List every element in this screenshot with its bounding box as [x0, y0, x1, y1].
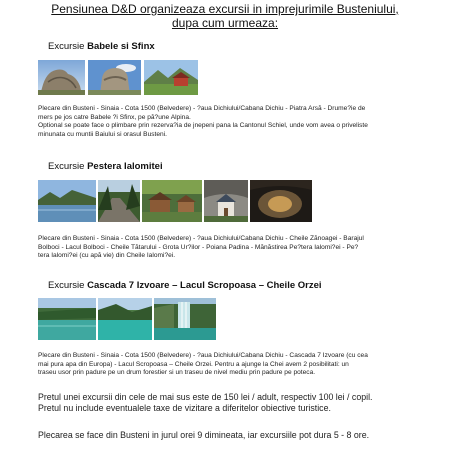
- photo-lake-bolboci: [38, 180, 96, 222]
- photo-waterfall: [154, 298, 216, 340]
- description-text: Plecare din Busteni - Sinaia - Cota 1500 (Belvedere) - ?aua Dichiului/Cabana Dichiu - Piatra Arsă - Drume?ie de mers pe jos catre Babele ?i Sfinx, pe pă?une Alpina.: [38, 105, 366, 121]
- fees-text: Pretul nu include eventualele taxe de vizitare a diferitelor obiective turistice.: [38, 402, 331, 413]
- price-info: [38, 392, 378, 413]
- photo-cave: [250, 180, 312, 222]
- optional-note: Optional se poate face o plimbare prin rezerva?ia de jnepeni pana la Cantonul Schiel, unde vom avea o priveliste minunata cu muntii Baiului si orasul Busteni.: [38, 122, 368, 138]
- page-title: [0, 2, 450, 30]
- photo-row-babele: [38, 60, 198, 95]
- description-text: Plecare din Busteni - Sinaia - Cota 1500 (Belvedere) - ?aua Dichiului/Cabana Dichiu - Cascada 7 Izvoare (cu cea mai pura apa din Europa) - Lacul Scropoasa – Cheile Orzei. Pentru a ajunge la Chei avem 2 posibilitati: un traseu usor prin padure pe un drum forestier si un traseu de nivel mediu prin padure pe poteca.: [38, 352, 368, 377]
- photo-row-cascada: [38, 298, 216, 340]
- section-description-babele: [38, 105, 368, 139]
- section-heading-pestera: [48, 161, 163, 173]
- photo-row-pestera: [38, 180, 312, 222]
- section-prefix: Excursie: [48, 161, 88, 172]
- section-name: Pestera Ialomitei: [87, 161, 163, 172]
- photo-lake-scropoasa: [38, 298, 96, 340]
- photo-monastery: [204, 180, 248, 222]
- photo-sphinx: [88, 60, 141, 95]
- price-text: Pretul unei excursii din cele de mai sus este de 150 lei / adult, respectiv 100 lei / copil.: [38, 392, 373, 402]
- departure-info: Plecarea se face din Busteni in jurul orei 9 dimineata, iar excursiile pot dura 5 - 8 ore.: [38, 430, 370, 440]
- title-line-1: Pensiunea D&D organizeaza excursii in imprejurimile Busteniului,: [51, 2, 399, 16]
- title-line-2: dupa cum urmeaza:: [171, 16, 279, 30]
- photo-babele-rock: [38, 60, 85, 95]
- section-description-pestera: [38, 235, 368, 261]
- photo-forest-road: [98, 180, 140, 222]
- section-heading-cascada: [48, 280, 322, 292]
- section-prefix: Excursie: [48, 280, 88, 291]
- description-text: Plecare din Busteni - Sinaia - Cota 1500 (Belvedere) - ?aua Dichiului/Cabana Dichiu - Cheile Zănoagei - Barajul Bolboci - Lacul Bolboci - Cheile Tătarului - Grota Ur?ilor - Poiana Padina - Mănăstirea Pe?tera Ialomi?ei - Pe?tera Ialomi?ei (cu apă vie) din Cheile Ialomi?ei.: [38, 235, 364, 260]
- section-name: Cascada 7 Izvoare – Lacul Scropoasa – Cheile Orzei: [87, 280, 322, 291]
- section-name: Babele si Sfinx: [87, 41, 155, 52]
- photo-cabins: [142, 180, 202, 222]
- section-heading-babele: [48, 41, 155, 53]
- section-prefix: Excursie: [48, 41, 88, 52]
- photo-turquoise-lake: [98, 298, 152, 340]
- section-description-cascada: [38, 352, 368, 378]
- photo-mountain-cabin: [144, 60, 198, 95]
